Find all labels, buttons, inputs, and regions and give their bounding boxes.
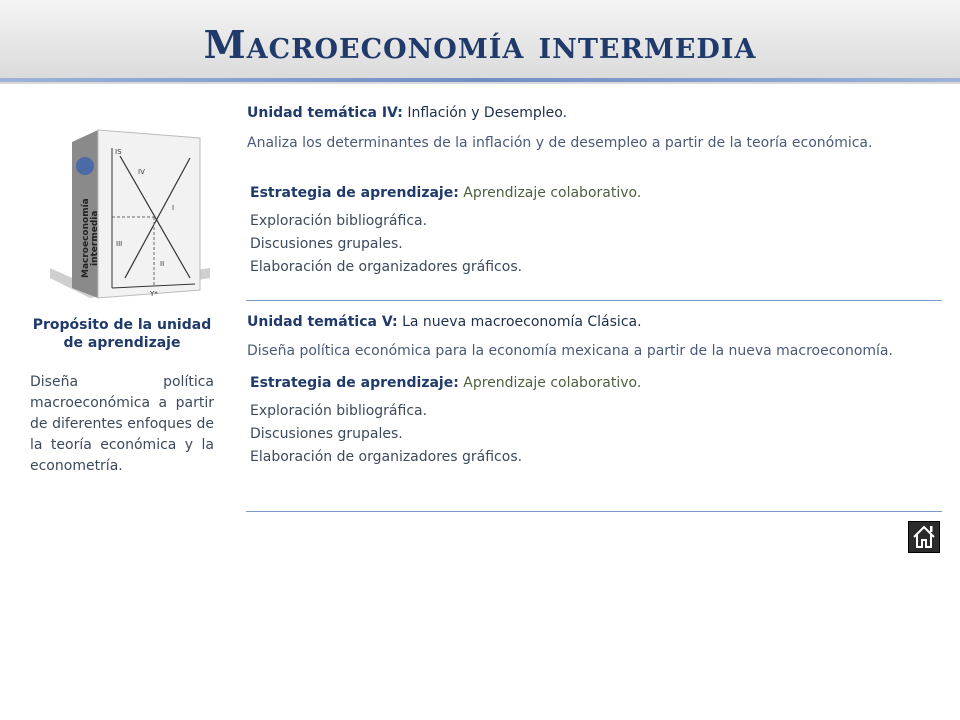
header-divider [0, 78, 960, 82]
graph-label-iii: III [116, 240, 123, 248]
purpose-title: Propósito de la unidad de aprendizaje [32, 317, 212, 351]
list-item: Elaboración de organizadores gráficos. [250, 259, 523, 275]
unit-4-strategy-label: Estrategia de aprendizaje: [250, 185, 459, 201]
unit-5-strategy [250, 374, 941, 392]
unit-4-strategy-value: Aprendizaje colaborativo. [463, 185, 642, 201]
book-front [98, 130, 200, 298]
graph-label-is: IS [115, 148, 122, 156]
spine-title-1: Macroeconomía [81, 198, 91, 278]
unit-4-name: Inflación y Desempleo. [407, 105, 568, 121]
unit-4-heading [247, 104, 941, 122]
list-item: Elaboración de organizadores gráficos. [250, 449, 523, 465]
section-divider [246, 511, 942, 512]
graph-label-ii: II [160, 260, 165, 268]
unit-4-strategy [250, 184, 941, 202]
unit-5-description: Diseña política económica para la economía mexicana a partir de la nueva macroeconomía. [247, 343, 893, 359]
list-item: Exploración bibliográfica. [250, 213, 428, 229]
purpose-text: Diseña política macroeconómica a partir de diferentes enfoques de la teoría económica y la econometría. [30, 374, 214, 474]
home-icon [909, 522, 939, 552]
unit-4-description: Analiza los determinantes de la inflación y de desempleo a partir de la teoría económica. [247, 135, 873, 151]
crest-icon [76, 157, 94, 175]
unit-5-strategy-value: Aprendizaje colaborativo. [463, 375, 642, 391]
unit-5-strategy-label: Estrategia de aprendizaje: [250, 375, 459, 391]
unit-5-section [247, 313, 941, 469]
graph-label-ystar: Y* [150, 290, 158, 298]
unit-5-label: Unidad temática V: [247, 314, 398, 330]
unit-4-label: Unidad temática IV: [247, 105, 403, 121]
page-title: Macroeconomía intermedia [203, 22, 757, 67]
list-item: Exploración bibliográfica. [250, 403, 428, 419]
unit-5-name: La nueva macroeconomía Clásica. [402, 314, 642, 330]
section-divider [246, 300, 942, 301]
graph-label-i: I [172, 204, 175, 212]
list-item: Discusiones grupales. [250, 236, 403, 252]
unit-4-section [247, 104, 941, 279]
spine-title-2: intermedia [90, 210, 100, 266]
list-item: Discusiones grupales. [250, 426, 403, 442]
unit-5-activities [250, 400, 941, 469]
unit-5-heading [247, 313, 941, 331]
book-cover-image [50, 128, 210, 310]
home-button[interactable] [908, 521, 940, 553]
graph-label-iv: IV [138, 168, 145, 176]
unit-4-activities [250, 210, 941, 279]
